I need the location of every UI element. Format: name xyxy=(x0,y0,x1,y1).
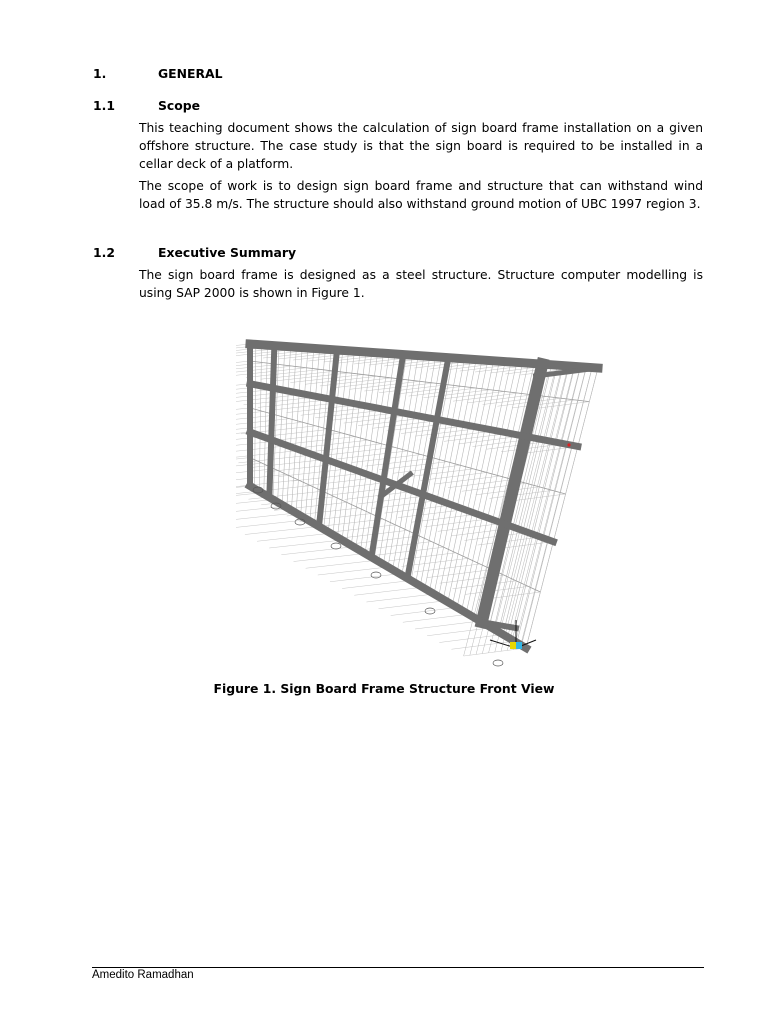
section-1-1-title: Scope xyxy=(158,98,201,113)
section-1-title: GENERAL xyxy=(158,66,223,81)
footer-rule xyxy=(92,967,704,968)
scope-paragraph-1: This teaching document shows the calculation of sign board frame installation on a given offshore structure. The case study is that the sign board is required to be installed in a cellar deck of a platform. xyxy=(139,121,703,171)
summary-paragraph-1: The sign board frame is designed as a steel structure. Structure computer modelling is using SAP 2000 is shown in Figure 1. xyxy=(139,268,703,300)
section-1-2-title: Executive Summary xyxy=(158,245,297,260)
section-1-number: 1. xyxy=(93,66,107,81)
structure-model-figure xyxy=(236,338,604,670)
section-1-1-number: 1.1 xyxy=(93,98,115,113)
section-1-2-number: 1.2 xyxy=(93,245,115,260)
figure-caption: Figure 1. Sign Board Frame Structure Front View xyxy=(213,681,555,696)
scope-paragraph-2: The scope of work is to design sign board frame and structure that can withstand wind load of 35.8 m/s. The structure should also withstand ground motion of UBC 1997 region 3. xyxy=(139,179,703,211)
footer-author: Amedito Ramadhan xyxy=(92,969,194,981)
